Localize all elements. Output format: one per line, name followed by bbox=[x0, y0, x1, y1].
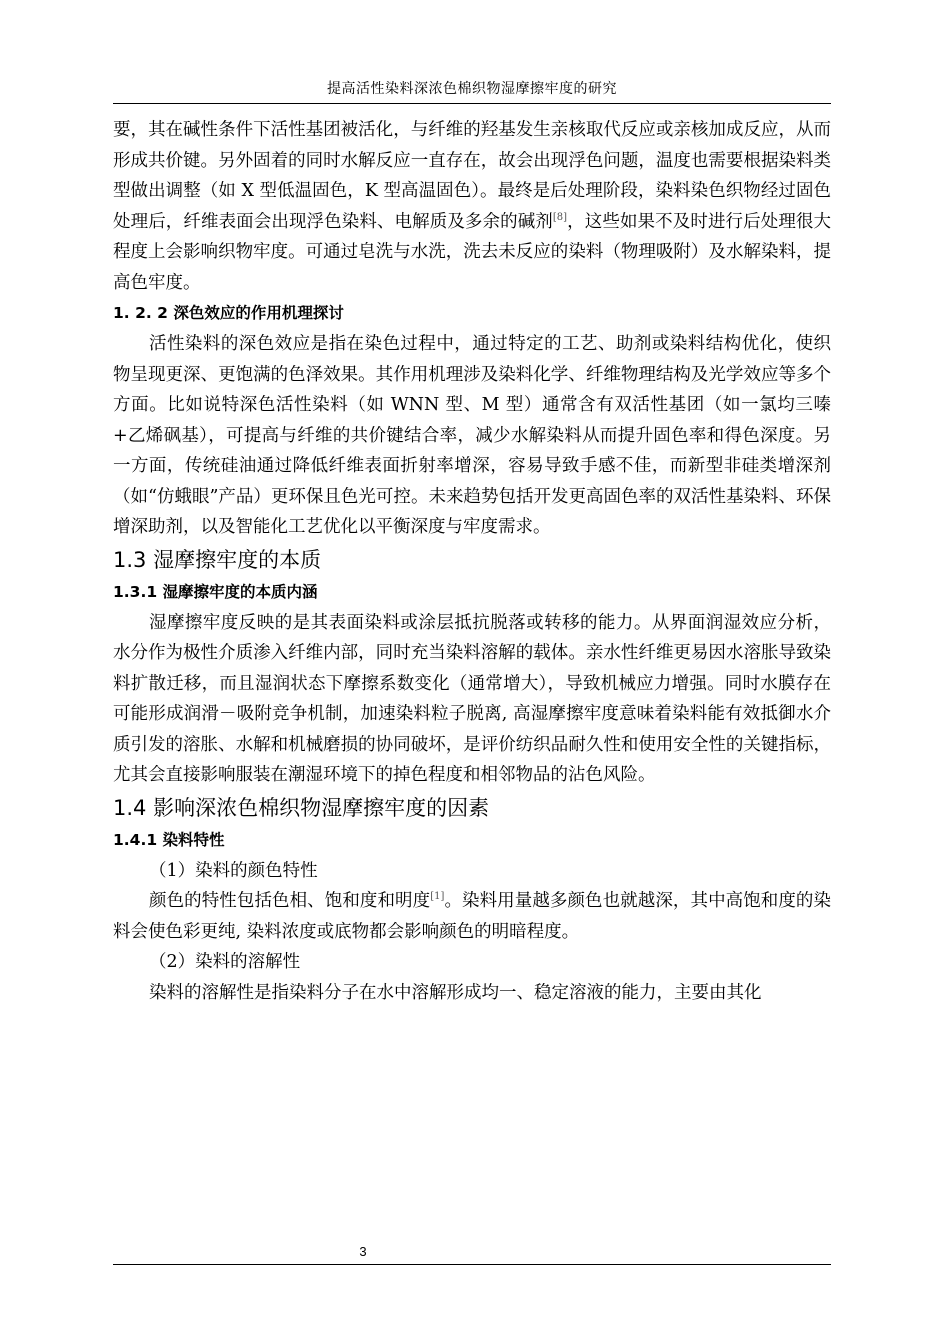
section-heading-1-3: 1.3 湿摩擦牢度的本质 bbox=[113, 547, 322, 572]
running-header-title: 提高活性染料深浓色棉织物湿摩擦牢度的研究 bbox=[327, 81, 617, 97]
paragraph-deep-color-effect: 活性染料的深色效应是指在染色过程中，通过特定的工艺、助剂或染料结构优化，使织物呈现更深、更饱满的色泽效果。其作用机理涉及染料化学、纤维物理结构及光学效应等多个方面。比如说特深色活性染料（如 WNN 型、M 型）通常含有双活性基团（如一氯均三嗪+乙烯砜基），可提高与纤维的共价键结合率，减少水解染料从而提升固色率和得色深度。另一方面，传统硅油通过降低纤维表面折射率增深，容易导致手感不佳，而新型非硅类增深剂（如“仿蛾眼”产品）更环保且色光可控。未来趋势包括开发更高固色率的双活性基染料、环保增深助剂，以及智能化工艺优化以平衡深度与牢度需求。 bbox=[113, 334, 831, 537]
section-heading-1-4: 1.4 影响深浓色棉织物湿摩擦牢度的因素 bbox=[113, 795, 490, 820]
section-heading-1-3-1: 1.3.1 湿摩擦牢度的本质内涵 bbox=[113, 582, 318, 601]
citation-ref: [8] bbox=[552, 211, 568, 223]
paragraph-wet-rubbing-fastness: 湿摩擦牢度反映的是其表面染料或涂层抵抗脱落或转移的能力。从界面润湿效应分析，水分作为极性介质渗入纤维内部，同时充当染料溶解的载体。亲水性纤维更易因水溶胀导致染料扩散迁移，而且湿润状态下摩擦系数变化（通常增大），导致机械应力增强。同时水膜存在可能形成润滑－吸附竞争机制，加速染料粒子脱离, 高湿摩擦牢度意味着染料能有效抵御水介质引发的溶胀、水解和机械磨损的协同破坏，是评价纺织品耐久性和使用安全性的关键指标，尤其会直接影响服装在潮湿环境下的掉色程度和相邻物品的沾色风险。 bbox=[113, 612, 831, 785]
paragraph-color-properties bbox=[113, 886, 831, 947]
citation-ref: [1] bbox=[430, 891, 445, 902]
paragraph-text: ，这些如果不及时进行后处理很大程度上会影响织物牢度。可通过皂洗与水洗，洗去未反应的染料（物理吸附）及水解染料，提高色牢度。 bbox=[113, 211, 832, 293]
document-body bbox=[113, 115, 831, 1008]
paragraph-solubility: 染料的溶解性是指染料分子在水中溶解形成均一、稳定溶液的能力，主要由其化 bbox=[149, 982, 762, 1003]
paragraph-text: 要，其在碱性条件下活性基团被活化，与纤维的羟基发生亲核取代反应或亲核加成反应，从而形成共价键。另外固着的同时水解反应一直存在，故会出现浮色问题，温度也需要根据染料类型做出调整（如 X 型低温固色，K 型高温固色）。最终是后处理阶段，染料染色织物经过固色处理后，纤维表面会出现浮色染料、电解质及多余的碱剂 bbox=[113, 120, 831, 232]
section-heading-1-4-1: 1.4.1 染料特性 bbox=[113, 830, 225, 849]
paragraph-dye-fixation bbox=[113, 115, 831, 298]
header-rule bbox=[113, 103, 831, 104]
page-number: 3 bbox=[359, 1244, 367, 1259]
section-heading-1-2-2: 1. 2. 2 深色效应的作用机理探讨 bbox=[113, 304, 344, 322]
list-item-solubility: （2）染料的溶解性 bbox=[149, 952, 301, 972]
footer-rule bbox=[113, 1264, 831, 1265]
paragraph-text: 颜色的特性包括色相、饱和度和明度 bbox=[149, 891, 431, 911]
paragraph-text: 。染料用量越多颜色也就越深，其中高饱和度的染料会使色彩更纯, 染料浓度或底物都会影响颜色的明暗程度。 bbox=[113, 891, 832, 942]
list-item-color-properties: （1）染料的颜色特性 bbox=[149, 860, 318, 881]
